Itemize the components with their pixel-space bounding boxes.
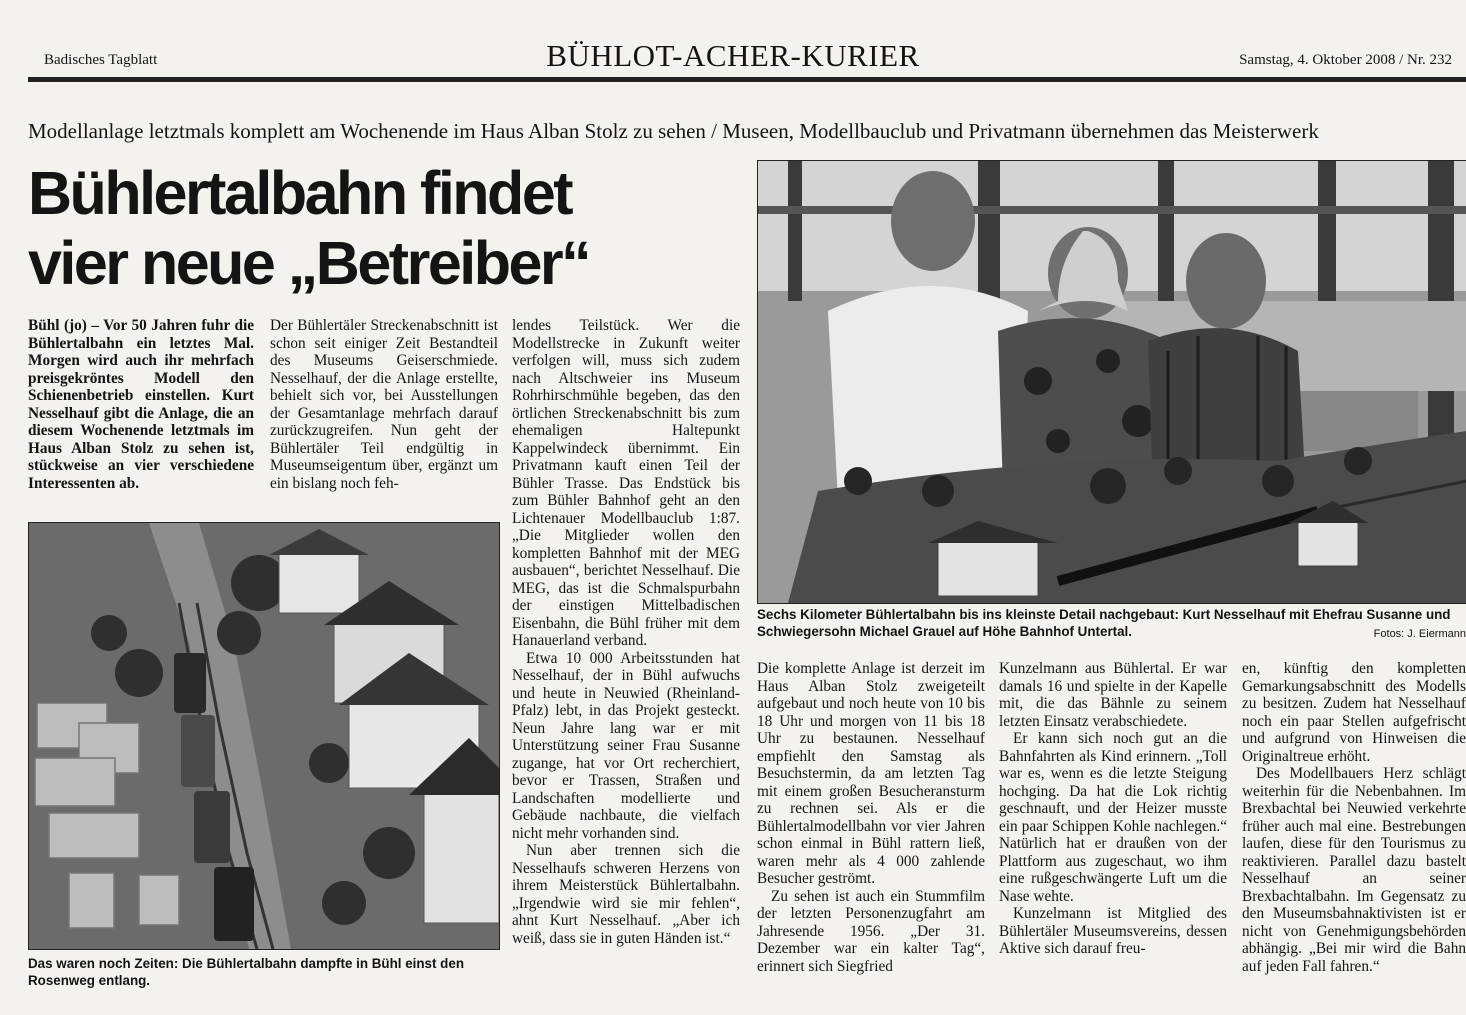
article-column-5 (999, 660, 1227, 995)
photo-credit: Fotos: J. Eiermann (1373, 628, 1466, 640)
headline-line-2: vier neue „Betreiber“ (28, 229, 590, 297)
article-column-2 (270, 317, 498, 507)
photo-model-railway (28, 522, 500, 950)
article-column-6 (1242, 660, 1466, 995)
issue-date: Samstag, 4. Oktober 2008 / Nr. 232 (1239, 52, 1452, 68)
newspaper-name: Badisches Tagblatt (44, 52, 158, 68)
article-intro (28, 317, 254, 507)
paragraph: Des Modellbauers Herz schlägt weiterhin für die Nebenbahnen. Im Brexbachtal bei Neuwied verkehrte früher auch mal eine. Bestrebungen laufen, diese für den Tourismus zu reaktivieren. Parallel dazu bastelt Nesselhauf an seiner Brexbachtalbahn. Im Gegensatz zu den Museumsbahnaktivisten ist er nicht von Genehmigungsbehörden abhängig. „Bei mir wird die Bahn auf jeden Fall fahren.“ (1242, 765, 1466, 975)
paragraph: Nun aber trennen sich die Nesselhaufs schweren Herzens von ihrem Meisterstück Bühlertalbahn. „Irgendwie wird sie mir fehlen“, ahnt Kurt Nesselhauf. „Aber ich weiß, dass sie in guten Händen ist.“ (512, 842, 740, 947)
kicker: Modellanlage letztmals komplett am Wochenende im Haus Alban Stolz zu sehen / Museen, Modellbauclub und Privatmann übernehmen das Meisterwerk (28, 119, 1319, 143)
headline-line-1: Bühlertalbahn findet (28, 159, 572, 227)
intro-text: Bühl (jo) – Vor 50 Jahren fuhr die Bühlertalbahn ein letztes Mal. Morgen wird auch ihr mehrfach preisgekröntes Modell den Schienenbetrieb einstellen. Kurt Nesselhauf gibt die Anlage, die an diesem Wochenende letztmals im Haus Alban Stolz zu sehen ist, stückweise an vier verschiedene Interessenten ab. (28, 317, 254, 492)
paragraph: en, künftig den kompletten Gemarkungsabschnitt des Modells zu besitzen. Zudem hat Nesselhauf noch ein paar Stellen aufgefrischt und aufgrund von Hinweisen die Originaltreue erhöht. (1242, 660, 1466, 765)
section-title: BÜHLOT-ACHER-KURIER (546, 38, 920, 73)
article-column-3 (512, 317, 740, 995)
paragraph: Er kann sich noch gut an die Bahnfahrten als Kind erinnern. „Toll war es, wenn es die letzte Steigung hochging. Da hat die Lok richtig geschnauft, und der Heizer musste ein paar Schippen Kohle nachlegen.“ Natürlich hat er draußen von der Plattform aus zugeschaut, wo ihm eine rußgeschwängerte Luft um die Nase wehte. (999, 730, 1227, 905)
paragraph: Zu sehen ist auch ein Stummfilm der letzten Personenzugfahrt am Jahresende 1956. „Der 31. Dezember war ein kalter Tag“, erinnert sich Siegfried (757, 887, 985, 975)
headline (28, 158, 728, 298)
paragraph: Etwa 10 000 Arbeitsstunden hat Nesselhauf, der in Bühl aufwuchs und heute in Neuwied (Rheinland-Pfalz) lebt, in das Projekt gesteckt. Neun Jahre lang war er mit Unterstützung seiner Frau Susanne zugange, hat vor Ort recherchiert, bevor er Trassen, Straßen und Landschaften modellierte und Gebäude nachbaute, die vielfach nicht mehr vorhanden sind. (512, 649, 740, 842)
people-image (758, 161, 1466, 603)
paragraph: Die komplette Anlage ist derzeit im Haus Alban Stolz zweigeteilt aufgebaut und noch heute von 10 bis 18 Uhr und morgen von 11 bis 18 Uhr zu bestaunen. Nesselhauf empfiehlt den Samstag als Besuchstermin, da am letzten Tag mit einem großen Besucheransturm zu rechnen sei. Als er die Bühlertalmodellbahn vor vier Jahren schon einmal in Bühl rattern ließ, waren mehr als 4 000 zahlende Besucher geströmt. (757, 660, 985, 887)
paragraph: lendes Teilstück. Wer die Modellstrecke in Zukunft weiter verfolgen will, muss sich zudem nach Altschweier ins Museum Rohrhirschmühle begeben, das den örtlichen Streckenabschnitt bis zum ehemaligen Haltepunkt Kappelwindeck übernimmt. Ein Privatmann kauft einen Teil der Bühler Trasse. Das Endstück bis zum Bühler Bahnhof geht an den Lichtenauer Modellbauclub 1:87. „Die Mitglieder wollen den kompletten Bahnhof mit der MEG ausbauen“, berichtet Nesselhauf. Die MEG, das ist die Schmalspurbahn der einstigen Mittelbadischen Eisenbahn, die Bühl früher mit dem Hanauerland verband. (512, 317, 740, 649)
paragraph: Der Bühlertäler Streckenabschnitt ist schon seit einiger Zeit Bestandteil des Museums Geiserschmiede. Nesselhauf, der die Anlage erstellte, behielt sich vor, bei Ausstellungen der Gesamtanlage mehrfach darauf zurückzugreifen. Nun geht der Bühlertäler Teil endgültig in Museumseigentum über, ergänzt um ein bislang noch feh- (270, 317, 498, 492)
paragraph: Kunzelmann aus Bühlertal. Er war damals 16 und spielte in der Kapelle mit, die das Bähnle zu seinem letzten Einsatz verabschiedete. (999, 660, 1227, 730)
header-rule (28, 77, 1466, 82)
paragraph: Kunzelmann ist Mitglied des Bühlertäler Museumsvereins, dessen Aktive sich darauf freu- (999, 905, 1227, 957)
article-column-4 (757, 660, 985, 995)
photo-people-at-model (757, 160, 1466, 604)
model-railway-image (29, 523, 499, 949)
photo-right-caption: Sechs Kilometer Bühlertalbahn bis ins kleinste Detail nachgebaut: Kurt Nesselhauf mit Ehefrau Susanne und Schwiegersohn Michael Grauel auf Höhe Bahnhof Untertal. (757, 607, 1451, 639)
photo-left-caption: Das waren noch Zeiten: Die Bühlertalbahn dampfte in Bühl einst den Rosenweg entlang. (28, 956, 464, 988)
